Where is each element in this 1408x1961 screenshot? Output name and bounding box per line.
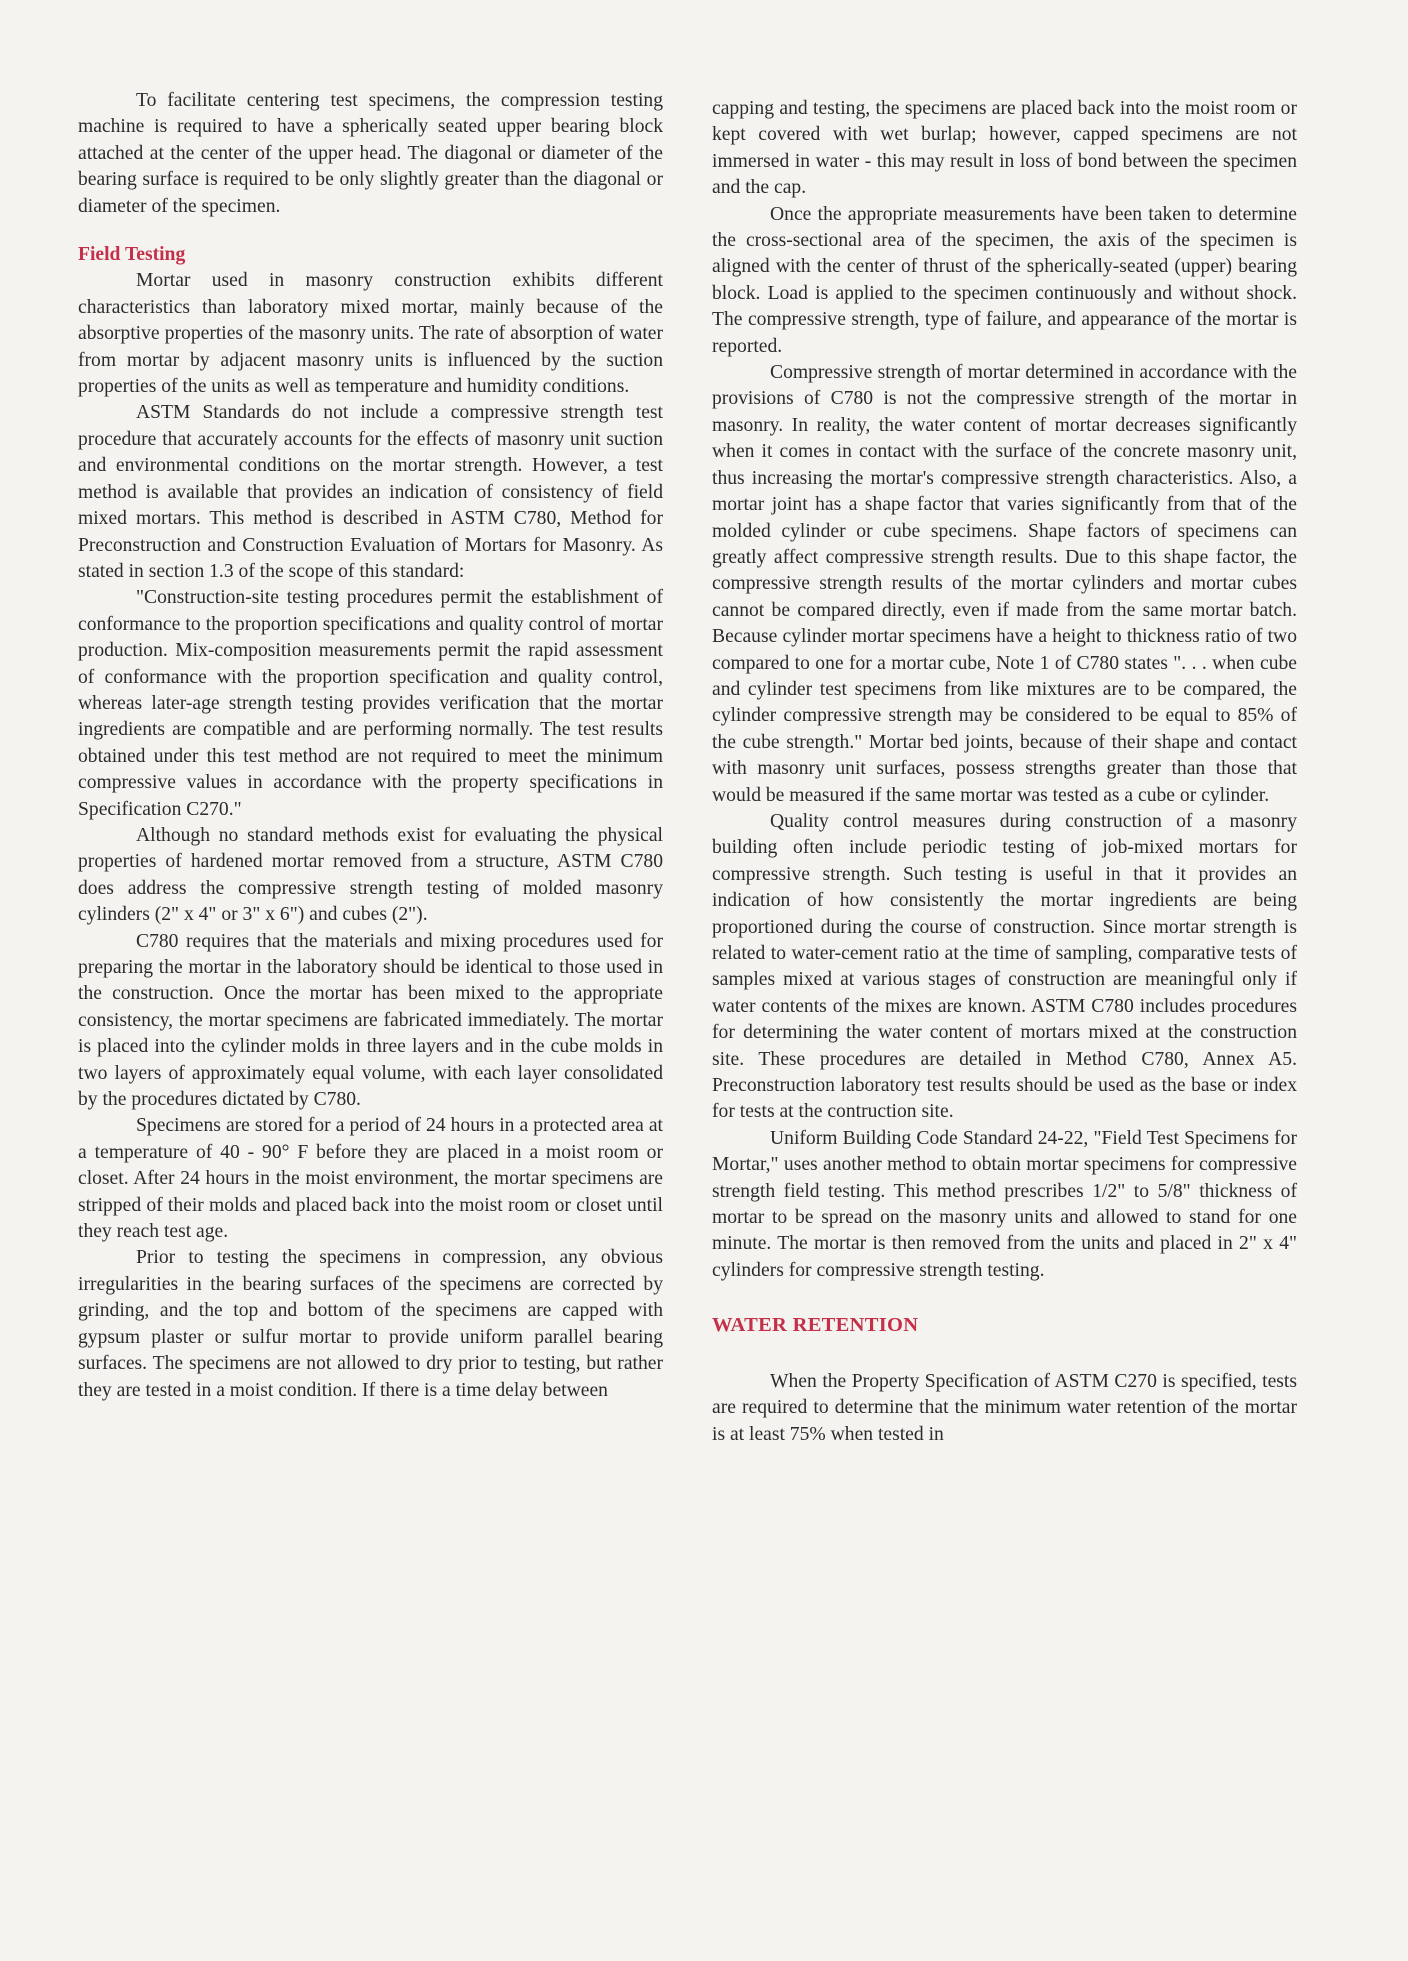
- paragraph-measurements: Once the appropriate measurements have been taken to determine the cross-sectional area of the specimen, the axis of the specimen is aligned with the center of thrust of the spherically-seated (upper) bearing block. Load is applied to the specimen continuously and without shock. The compressive strength, type of failure, and appearance of the mortar is reported.: [712, 203, 1297, 357]
- paragraph-quality-control: Quality control measures during construction of a masonry building often include periodic testing of job-mixed mortars for compressive strength. Such testing is useful in that it provides an indication of how consistently the mortar ingredients are being proportioned during the course of construction. Since mortar strength is related to water-cement ratio at the time of sampling, comparative tests of samples mixed at various stages of construction are meaningful only if water contents of the mixes are known. ASTM C780 includes procedures for determining the water content of mortars mixed at the construction site. These procedures are detailed in Method C780, Annex A5. Preconstruction laboratory test results should be used as the base or index for tests at the contruction site.: [712, 810, 1297, 1123]
- paragraph-c780-requirements: C780 requires that the materials and mixing procedures used for preparing the mortar in the laboratory should be identical to those used in the construction. Once the mortar has been mixed to the appropriate consistency, the mortar specimens are fabricated immediately. The mortar is placed into the cylinder molds in three layers and in the cube molds in two layers of approximately equal volume, with each layer consolidated by the procedures dictated by C780.: [78, 930, 663, 1111]
- intro-paragraph: To facilitate centering test specimens, the compression testing machine is required to have a spherically seated upper bearing block attached at the center of the upper head. The diagonal or diameter of the bearing surface is required to be only slightly greater than the diagonal or diameter of the specimen.: [78, 90, 663, 217]
- paragraph-specimen-storage: Specimens are stored for a period of 24 hours in a protected area at a temperature of 40 - 90° F before they are placed in a moist room or closet. After 24 hours in the moist environment, the mortar specimens are stripped of their molds and placed back into the moist room or closet until they reach test age.: [78, 1115, 663, 1243]
- paragraph-compressive-strength: Compressive strength of mortar determined in accordance with the provisions of C780 is not the compressive strength of the mortar in masonry. In reality, the water content of mortar decreases significantly when it comes in contact with the surface of the concrete masonry unit, thus increasing the mortar's compressive strength characteristics. Also, a mortar joint has a shape factor that varies significantly from that of the molded cylinder or cube specimens. Shape factors of specimens can greatly affect compressive strength results. Due to this shape factor, the compressive strength results of the mortar cylinders and mortar cubes cannot be compared directly, even if made from the same mortar batch. Because cylinder mortar specimens have a height to thickness ratio of two compared to one for a mortar cube, Note 1 of C780 states ". . . when cube and cylinder test specimens from like mixtures are to be compared, the cylinder compressive strength may be considered to be equal to 85% of the cube strength." Mortar bed joints, because of their shape and contact with masonry unit surfaces, possess strengths greater than those that would be measured if the same mortar was tested as a cube or cylinder.: [712, 362, 1297, 806]
- water-retention-heading: WATER RETENTION: [712, 1314, 919, 1337]
- paragraph-ubc-standard: Uniform Building Code Standard 24-22, "Field Test Specimens for Mortar," uses another method to obtain mortar specimens for compressive strength field testing. This method prescribes 1/2" to 5/8" thickness of mortar to be spread on the masonry units and allowed to stand for one minute. The mortar is then removed from the units and placed in 2" x 4" cylinders for compressive strength testing.: [712, 1127, 1297, 1281]
- paragraph-scope-quote: "Construction-site testing procedures permit the establishment of conformance to the proportion specifications and quality control of mortar production. Mix-composition measurements permit the rapid assessment of conformance with the proportion specification and quality control, whereas later-age strength testing provides verification that the mortar ingredients are compatible and are performing normally. The test results obtained under this test method are not required to meet the minimum compressive values in accordance with the property specifications in Specification C270.": [78, 587, 663, 820]
- paragraph-water-retention: When the Property Specification of ASTM C270 is specified, tests are required to determine that the minimum water retention of the mortar is at least 75% when tested in: [712, 1370, 1297, 1445]
- left-column: [78, 88, 663, 1404]
- right-column: [712, 96, 1297, 1448]
- paragraph-hardened-mortar: Although no standard methods exist for evaluating the physical properties of hardened mortar removed from a structure, ASTM C780 does address the compressive strength testing of molded masonry cylinders (2" x 4" or 3" x 6") and cubes (2").: [78, 824, 663, 926]
- field-testing-heading: Field Testing: [78, 244, 186, 266]
- paragraph-mortar-characteristics: Mortar used in masonry construction exhibits different characteristics than laboratory mixed mortar, mainly because of the absorptive properties of the masonry units. The rate of absorption of water from mortar by adjacent masonry units is influenced by the suction properties of the units as well as temperature and humidity conditions.: [78, 270, 663, 398]
- paragraph-capping-continued: capping and testing, the specimens are placed back into the moist room or kept covered with wet burlap; however, capped specimens are not immersed in water - this may result in loss of bond between the specimen and the cap.: [712, 98, 1297, 199]
- paragraph-capping: Prior to testing the specimens in compression, any obvious irregularities in the bearing surfaces of the specimens are corrected by grinding, and the top and bottom of the specimens are capped with gypsum plaster or sulfur mortar to provide uniform parallel bearing surfaces. The specimens are not allowed to dry prior to testing, but rather they are tested in a moist condition. If there is a time delay between: [78, 1247, 663, 1401]
- paragraph-astm-standards: ASTM Standards do not include a compressive strength test procedure that accurately accounts for the effects of masonry unit suction and environmental conditions on the mortar strength. However, a test method is available that provides an indication of consistency of field mixed mortars. This method is described in ASTM C780, Method for Preconstruction and Construction Evaluation of Mortars for Masonry. As stated in section 1.3 of the scope of this standard:: [78, 402, 663, 582]
